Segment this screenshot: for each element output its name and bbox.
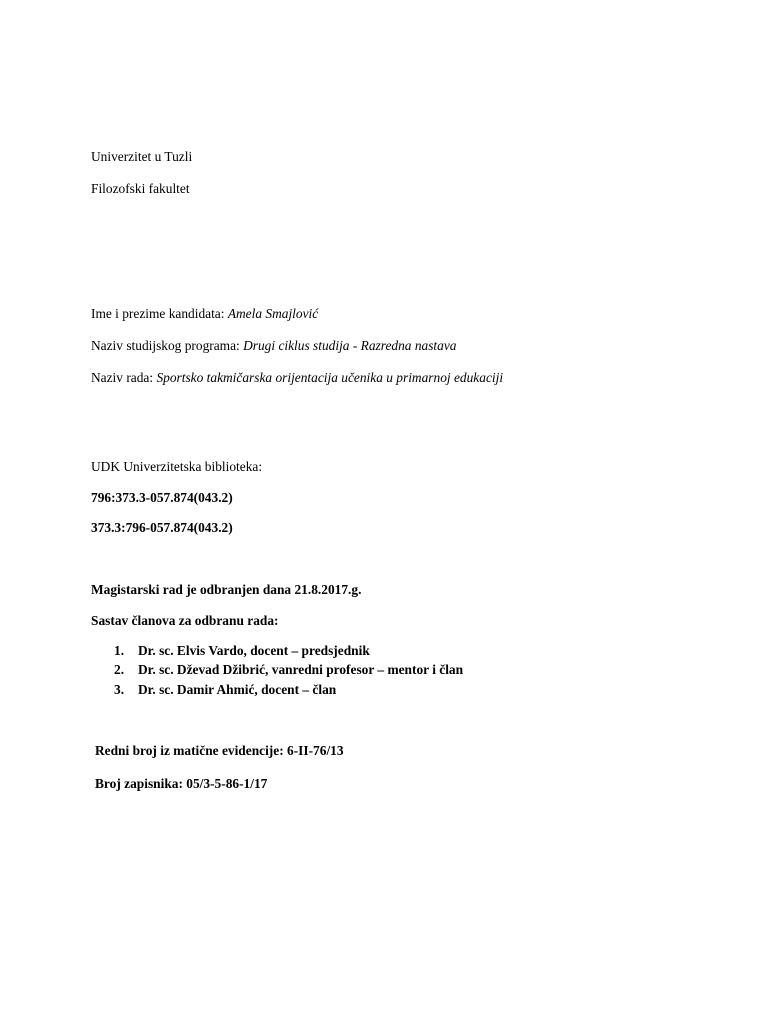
member-number: 1.	[114, 643, 125, 658]
candidate-name-label: Ime i prezime kandidata:	[91, 306, 228, 321]
member-text: Dr. sc. Elvis Vardo, docent – predsjednik	[138, 643, 370, 658]
study-program-value: Drugi ciklus studija - Razredna nastava	[243, 338, 457, 353]
candidate-name-value: Amela Smajlović	[227, 306, 319, 321]
defense-date: Magistarski rad je odbranjen dana 21.8.2017.g.	[91, 582, 362, 597]
minutes-number: Broj zapisnika: 05/3-5-86-1/17	[95, 776, 268, 791]
committee-member	[114, 682, 336, 698]
member-number: 3.	[114, 682, 125, 697]
udk-label: UDK Univerzitetska biblioteka:	[91, 459, 263, 474]
udk-code: 373.3:796-057.874(043.2)	[91, 520, 233, 535]
registry-number: Redni broj iz matične evidencije: 6-II-76/13	[95, 743, 344, 758]
committee-member	[114, 662, 463, 678]
udk-code: 796:373.3-057.874(043.2)	[91, 490, 233, 505]
committee-heading: Sastav članova za odbranu rada:	[91, 613, 279, 628]
university-name: Univerzitet u Tuzli	[91, 149, 193, 164]
member-number: 2.	[114, 662, 125, 677]
study-program-label: Naziv studijskog programa:	[91, 338, 244, 353]
member-text: Dr. sc. Dževad Džibrić, vanredni profesor – mentor i član	[138, 662, 464, 677]
faculty-name: Filozofski fakultet	[91, 181, 190, 196]
thesis-title-line	[91, 370, 503, 386]
candidate-name-line	[91, 306, 318, 322]
thesis-title-label: Naziv rada:	[91, 370, 157, 385]
study-program-line	[91, 338, 456, 354]
thesis-title-value: Sportsko takmičarska orijentacija učenika u primarnoj edukaciji	[156, 370, 504, 385]
committee-member	[114, 643, 370, 659]
member-text: Dr. sc. Damir Ahmić, docent – član	[138, 682, 337, 697]
